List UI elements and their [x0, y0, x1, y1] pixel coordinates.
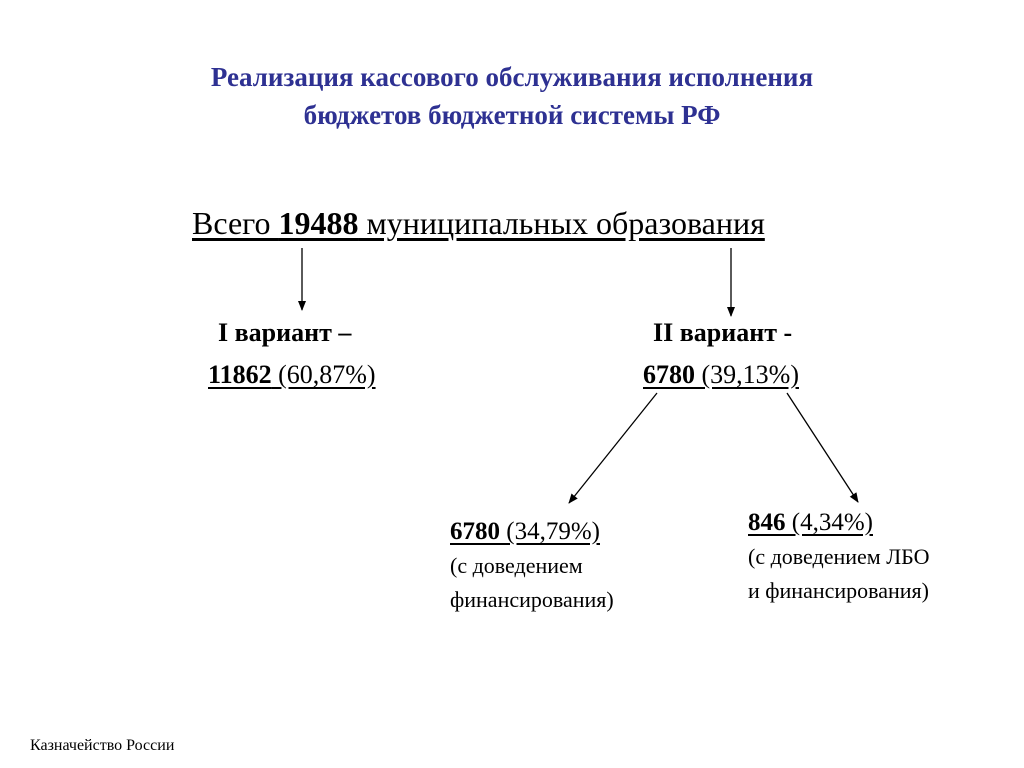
arrow-variant-2-to-sub-2: [787, 393, 858, 502]
variant-2-percent: (39,13%): [695, 360, 799, 389]
sub-variant-2-note-2: и финансирования): [748, 578, 930, 603]
total-suffix: муниципальных образования: [358, 205, 765, 241]
sub-variant-1-note-1: (с доведением: [450, 553, 583, 578]
variant-1-count: 11862: [208, 360, 272, 389]
variant-2-name: II вариант -: [653, 318, 793, 347]
title-line-1: Реализация кассового обслуживания исполнения: [210, 62, 814, 92]
sub-variant-1-note-2: финансирования): [450, 587, 614, 612]
total-prefix: Всего: [192, 205, 279, 241]
title-line-2: бюджетов бюджетной системы РФ: [303, 100, 721, 130]
arrow-variant-2-to-sub-1: [569, 393, 657, 503]
total-count: 19488: [278, 205, 359, 241]
sub-variant-2-note-1: (с доведением ЛБО: [748, 544, 930, 569]
sub-variant-2-percent: (4,34%): [785, 509, 873, 536]
sub-variant-2-count: 846: [748, 509, 786, 536]
sub-variant-1-percent: (34,79%): [500, 518, 600, 545]
variant-2-count: 6780: [643, 360, 695, 389]
footer-organization: Казначейство России: [30, 737, 175, 754]
sub-variant-1-count: 6780: [450, 518, 500, 545]
variant-1-percent: (60,87%): [271, 360, 376, 389]
variant-1-name: I вариант –: [218, 318, 352, 347]
